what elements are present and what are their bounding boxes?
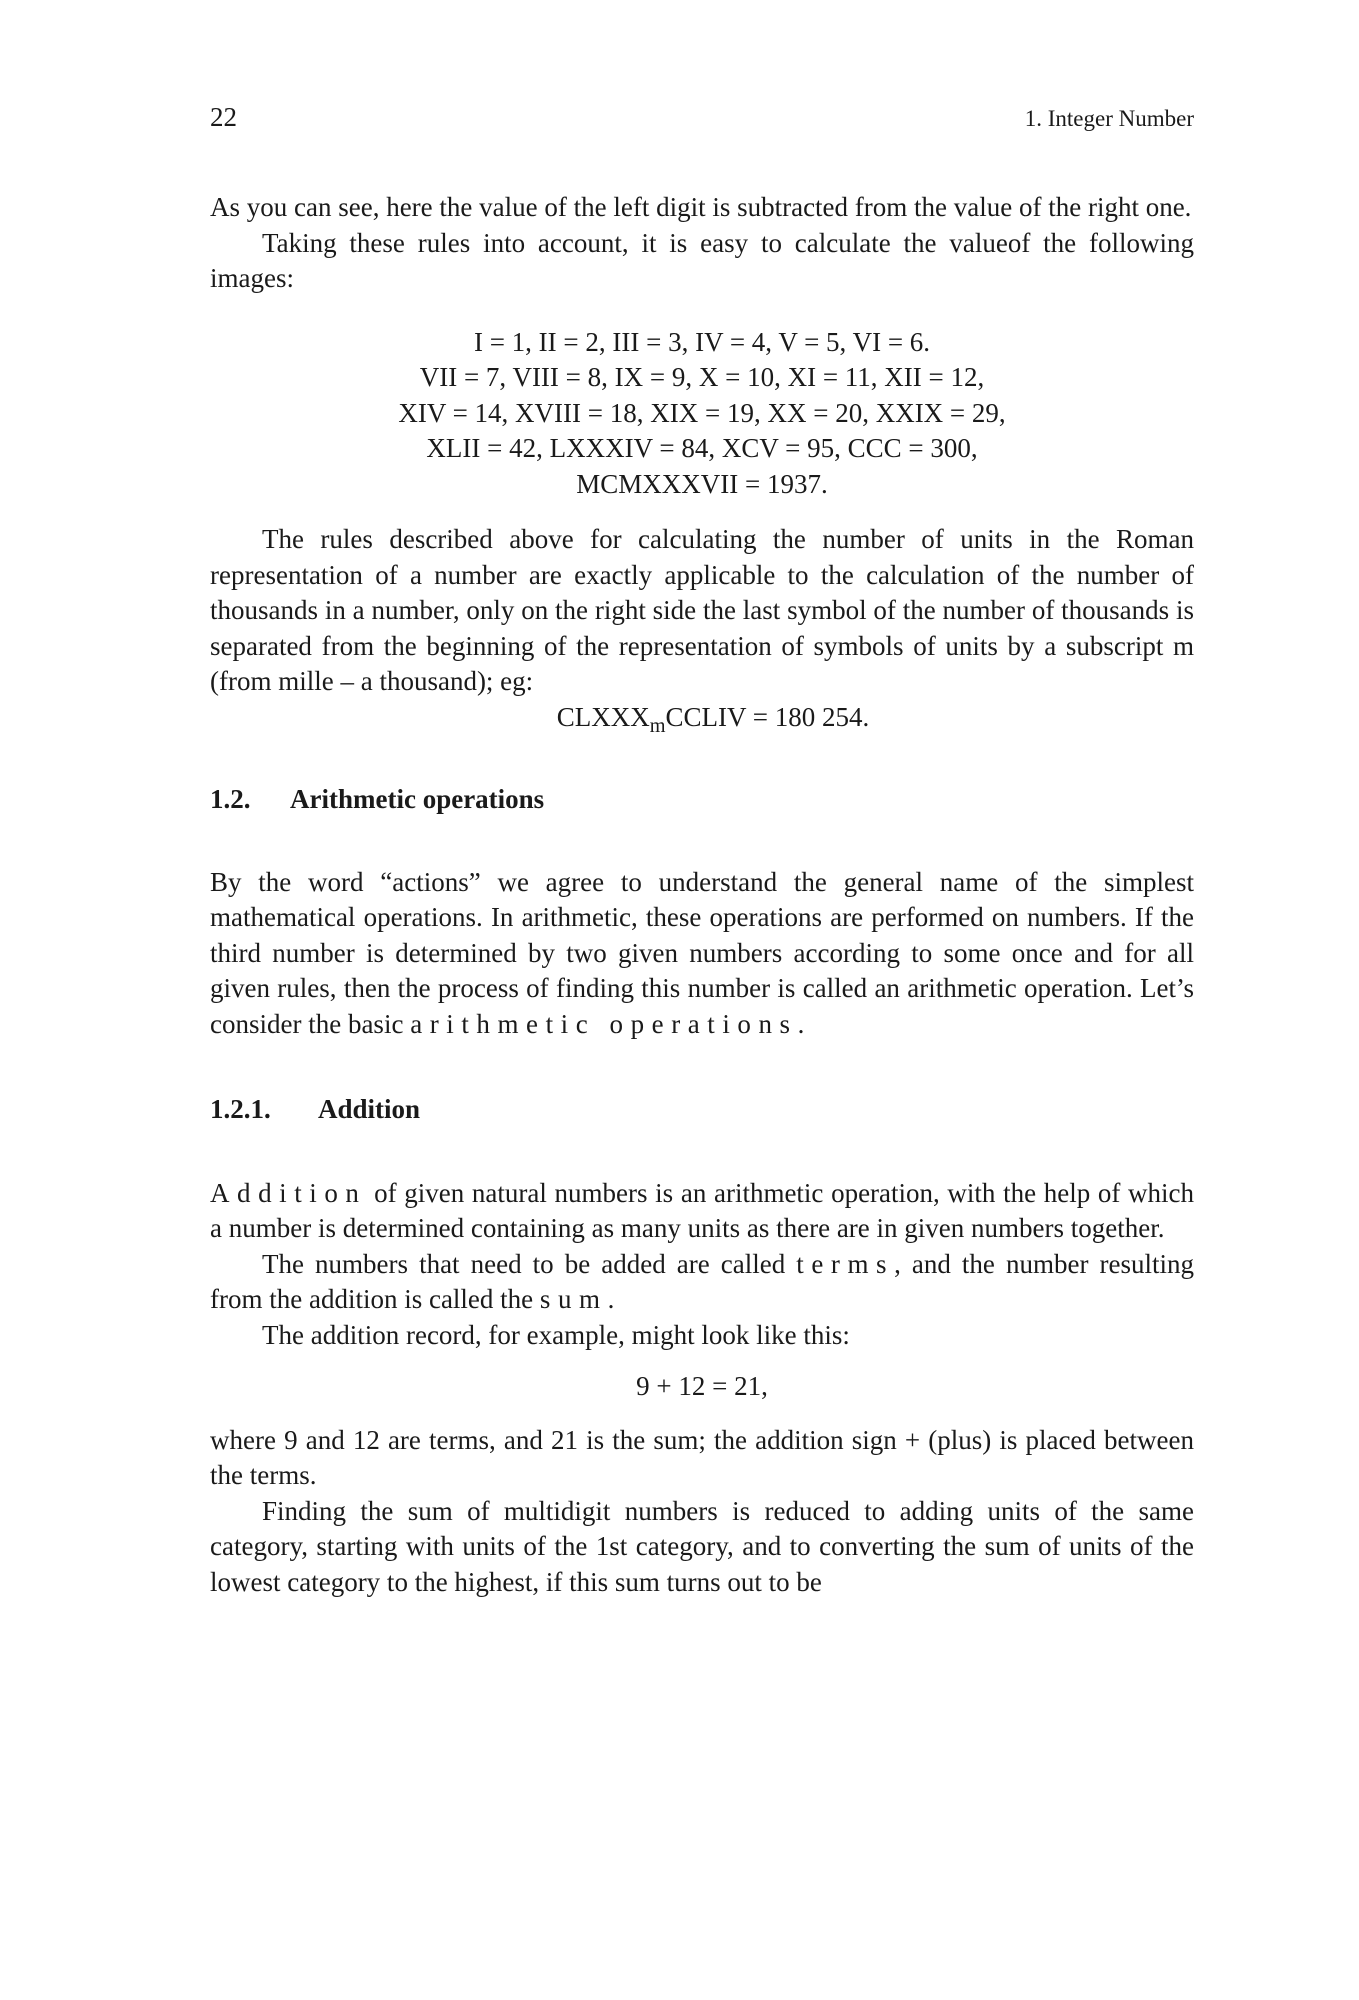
paragraph xyxy=(210,1176,1194,1247)
section-title: Arithmetic operations xyxy=(290,784,545,815)
paragraph: As you can see, here the value of the left digit is subtracted from the value of the right one. xyxy=(210,192,1192,222)
paragraph-text: . xyxy=(797,1008,805,1039)
paragraph: The rules described above for calculating the number of units in the Roman representation of a number are exactly applicable to the calculation of the number of thousands in a number, only on the right side the last symbol of the number of thousands is separated from the beginning of the representation of symbols of units by a subscript m (from mille – a thousand); eg: xyxy=(210,524,1194,696)
subsection-title: Addition xyxy=(318,1094,421,1125)
paragraph: The addition record, for example, might look like this: xyxy=(262,1319,850,1350)
page-body xyxy=(210,190,1194,1600)
paragraph-text: . xyxy=(607,1284,615,1315)
emphasis-spaced: terms xyxy=(796,1248,895,1279)
roman-examples xyxy=(210,325,1194,503)
roman-example-line: XLII = 42, LXXXIV = 84, XCV = 95, CCC = 300, xyxy=(426,433,978,463)
equation: 9 + 12 = 21, xyxy=(636,1371,768,1402)
emphasis-spaced: arithmetic operations xyxy=(410,1008,798,1039)
emphasis-spaced: sum xyxy=(539,1284,608,1315)
paragraph xyxy=(210,1247,1194,1318)
thousands-example-before: CLXXX xyxy=(556,701,650,732)
paragraph-text: , and the number resulting from the addition is called the xyxy=(210,1248,1194,1315)
paragraph xyxy=(210,865,1194,1043)
roman-example-line: MCMXXXVII = 1937. xyxy=(576,468,828,499)
roman-example-line: XIV = 14, XVIII = 18, XIX = 19, XX = 20, XXIX = 29, xyxy=(398,397,1006,428)
subsection-number: 1.2.1. xyxy=(210,1094,271,1125)
section-number: 1.2. xyxy=(210,784,251,815)
subsection-heading xyxy=(210,1092,1194,1128)
section-heading xyxy=(210,782,1194,818)
emphasis-spaced: Addition xyxy=(210,1177,367,1208)
thousands-subscript: m xyxy=(649,714,666,737)
thousands-example-after: CCLIV = 180 254. xyxy=(665,701,870,732)
paragraph: where 9 and 12 are terms, and 21 is the sum; the addition sign + (plus) is placed between the terms. xyxy=(210,1424,1194,1491)
paragraph: Taking these rules into account, it is easy to calculate the valueof the following images: xyxy=(210,227,1194,293)
paragraph-text: The numbers that need to be added are called xyxy=(262,1248,797,1279)
page-header xyxy=(210,102,1194,136)
thousands-example xyxy=(210,700,1194,745)
paragraph-text: By the word “actions” we agree to understand the general name of the simplest mathematical operations. In arithmetic, these operations are performed on numbers. If the third number is determined by two given numbers according to some once and for all given rules, then the process of finding this number is called an arithmetic operation. Let’s consider the basic xyxy=(210,866,1194,1039)
paragraph: Finding the sum of multidigit numbers is reduced to adding units of the same category, starting with units of the 1st category, and to converting the sum of units of the lowest category to the highest, if this sum turns out to be xyxy=(210,1495,1194,1597)
roman-example-line: I = 1, II = 2, III = 3, IV = 4, V = 5, VI = 6. xyxy=(473,326,931,357)
roman-example-line: VII = 7, VIII = 8, IX = 9, X = 10, XI = 11, XII = 12, xyxy=(419,362,985,392)
page-number: 22 xyxy=(210,102,237,132)
paragraph-text: of given natural numbers is an arithmetic operation, with the help of which a number is determined containing as many units as there are in given numbers together. xyxy=(210,1177,1194,1244)
running-head: 1. Integer Number xyxy=(1024,106,1194,131)
